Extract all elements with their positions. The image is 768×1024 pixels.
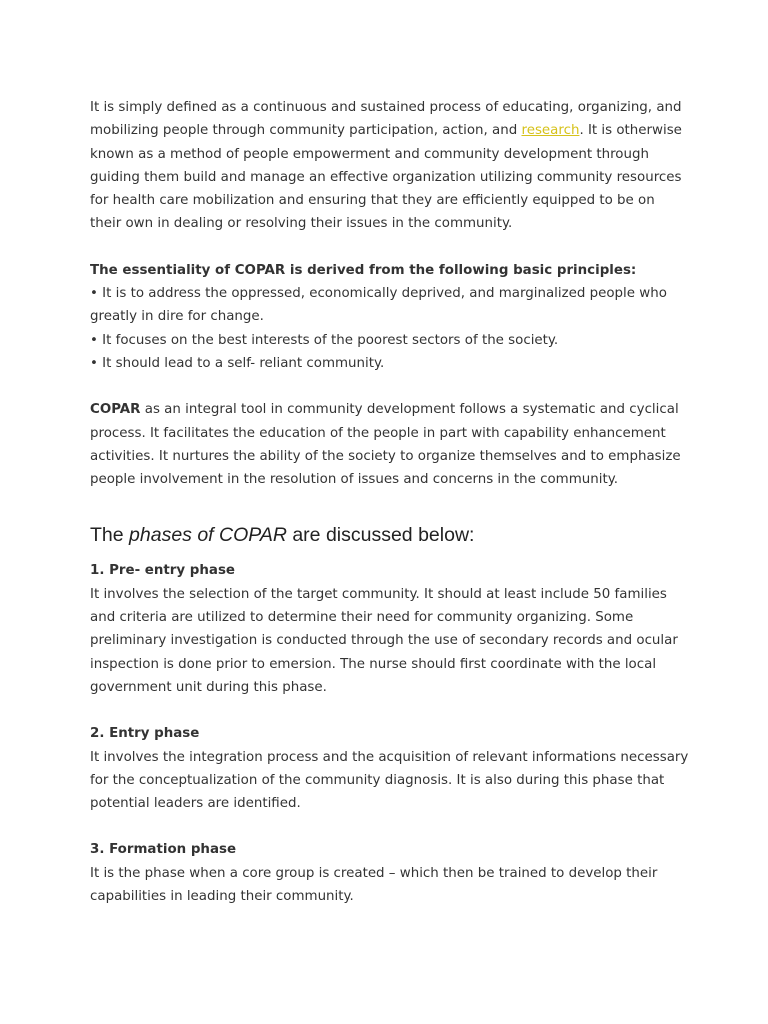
phase-body: It involves the selection of the target community. It should at least include 50 families and criteria are utilized to determine their need for community organizing. Some preliminary investigation is conducted through the use of secondary records and ocular inspection is done prior to emersion. The nurse should first coordinate with the local government unit during this phase. [90,586,678,695]
principle-item: • It should lead to a self- reliant community. [90,355,385,371]
phase-title: 3. Formation phase [90,842,237,858]
phases-heading-suffix: are discussed below: [286,524,475,547]
phase-title: 1. Pre- entry phase [90,563,236,579]
research-link[interactable]: research [521,123,580,139]
phase-entry [90,722,690,815]
phase-title: 2. Entry phase [90,726,200,742]
phases-heading-emphasis: phases of COPAR [129,524,287,547]
phases-heading [90,522,690,548]
phase-formation [90,838,690,908]
principle-item: • It focuses on the best interests of the poorest sectors of the society. [90,332,559,348]
copar-paragraph [90,398,690,491]
intro-text-start: It is simply defined as a continuous and sustained process of educating, organizing, and mobilizing people through community participation, action, and [90,100,682,139]
phase-body: It is the phase when a core group is created – which then be trained to develop their capabilities in leading their community. [90,865,658,905]
phases-heading-prefix: The [90,524,130,547]
article-body [90,96,690,931]
copar-lead: COPAR [90,402,141,418]
copar-text: as an integral tool in community development follows a systematic and cyclical process. It facilitates the education of the people in part with capability enhancement activities. It nurtures the ability of the society to organize themselves and to emphasize people involvement in the resolution of issues and concerns in the community. [90,402,681,488]
principles-section [90,259,690,375]
phase-pre-entry [90,559,690,699]
principle-item: • It is to address the oppressed, economically deprived, and marginalized people who greatly in dire for change. [90,286,667,325]
intro-paragraph [90,96,690,236]
principles-heading: The essentiality of COPAR is derived from the following basic principles: [90,262,637,278]
intro-text-end: . It is otherwise known as a method of people empowerment and community development through guiding them build and manage an effective organization utilizing community resources for health care mobilization and ensuring that they are efficiently equipped to be on their own in dealing or resolving their issues in the community. [90,123,682,232]
phase-body: It involves the integration process and the acquisition of relevant informations necessary for the conceptualization of the community diagnosis. It is also during this phase that potential leaders are identified. [90,749,689,812]
